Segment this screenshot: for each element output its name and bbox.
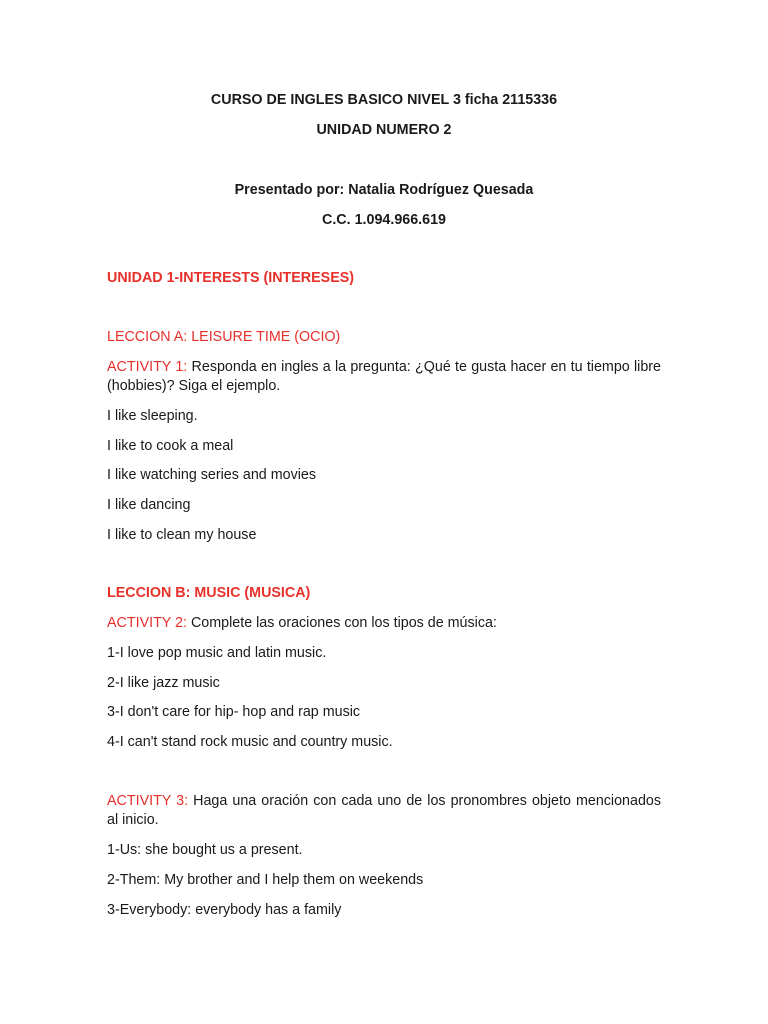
unit1-title: UNIDAD 1-INTERESTS (INTERESES) [107, 270, 355, 286]
list-item: 1-Us: she bought us a present. [107, 842, 303, 858]
list-item: 3-I don't care for hip- hop and rap music [107, 704, 361, 720]
list-item: I like dancing [107, 497, 191, 513]
list-item: 2-I like jazz music [107, 675, 220, 691]
activity-1-label: ACTIVITY 1: [107, 359, 188, 375]
unit-number: UNIDAD NUMERO 2 [316, 122, 452, 138]
activity-2-text: Complete las oraciones con los tipos de música: [186, 615, 497, 631]
activity-1-instructions [107, 358, 661, 396]
activity-3-instructions [107, 792, 661, 830]
lesson-a-title: LECCION A: LEISURE TIME (OCIO) [107, 329, 341, 345]
activity-3-label: ACTIVITY 3: [107, 793, 189, 809]
list-item: I like to clean my house [107, 527, 257, 543]
list-item: 4-I can't stand rock music and country music. [107, 734, 393, 750]
list-item: 3-Everybody: everybody has a family [107, 902, 342, 918]
list-item: I like sleeping. [107, 408, 198, 424]
id-number: C.C. 1.094.966.619 [322, 212, 446, 228]
list-item: 2-Them: My brother and I help them on weekends [107, 872, 424, 888]
activity-2-instructions [107, 614, 661, 633]
lesson-b-title: LECCION B: MUSIC (MUSICA) [107, 585, 311, 601]
activity-3-text: Haga una oración con cada uno de los pronombres objeto mencionados al inicio. [107, 793, 662, 828]
list-item: I like watching series and movies [107, 467, 316, 483]
activity-1-text: Responda en ingles a la pregunta: ¿Qué te gusta hacer en tu tiempo libre (hobbies)? Siga el ejemplo. [107, 359, 662, 394]
activity-2-label: ACTIVITY 2: [107, 615, 187, 631]
presented-by: Presentado por: Natalia Rodríguez Quesada [234, 182, 534, 198]
course-title: CURSO DE INGLES BASICO NIVEL 3 ficha 2115336 [210, 92, 558, 108]
list-item: 1-I love pop music and latin music. [107, 645, 327, 661]
list-item: I like to cook a meal [107, 438, 234, 454]
